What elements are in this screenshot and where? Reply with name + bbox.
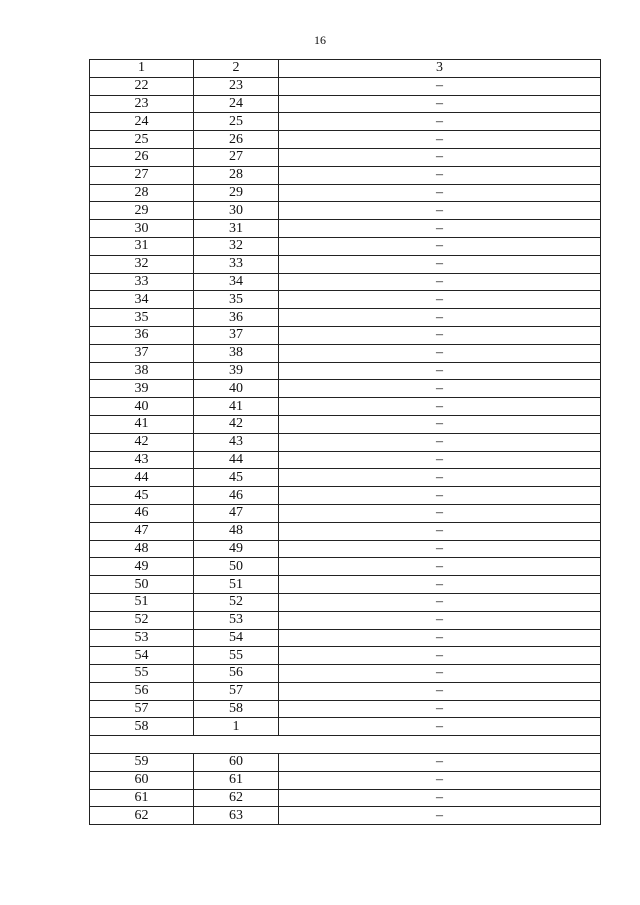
table-cell-col-1: 42 bbox=[90, 433, 194, 451]
table-cell-col-1: 37 bbox=[90, 344, 194, 362]
table-cell-col-2: 23 bbox=[194, 77, 279, 95]
table-cell-col-1: 28 bbox=[90, 184, 194, 202]
table-cell-col-1: 49 bbox=[90, 558, 194, 576]
table-cell-col-2: 38 bbox=[194, 344, 279, 362]
table-cell-col-2: 35 bbox=[194, 291, 279, 309]
table-cell-col-2: 57 bbox=[194, 682, 279, 700]
table-cell-col-3: – bbox=[279, 148, 601, 166]
table-cell-col-3: – bbox=[279, 362, 601, 380]
table-cell-col-1: 34 bbox=[90, 291, 194, 309]
table-row bbox=[90, 344, 601, 362]
table-cell-col-1: 41 bbox=[90, 415, 194, 433]
table-cell-col-1: 32 bbox=[90, 255, 194, 273]
table-cell-col-1: 61 bbox=[90, 789, 194, 807]
table-row bbox=[90, 789, 601, 807]
table-cell-col-3: – bbox=[279, 718, 601, 736]
table-cell-col-3: – bbox=[279, 558, 601, 576]
table-cell-col-3: – bbox=[279, 291, 601, 309]
table-cell-col-2: 37 bbox=[194, 326, 279, 344]
table-cell-col-2: 48 bbox=[194, 522, 279, 540]
table-cell-col-1: 47 bbox=[90, 522, 194, 540]
table-cell-col-1: 60 bbox=[90, 771, 194, 789]
table-cell-col-2: 63 bbox=[194, 807, 279, 825]
table-cell-col-2: 30 bbox=[194, 202, 279, 220]
table-cell-col-3: – bbox=[279, 647, 601, 665]
table-cell-col-2: 28 bbox=[194, 166, 279, 184]
table-cell-col-2: 39 bbox=[194, 362, 279, 380]
table-row bbox=[90, 433, 601, 451]
table-cell-col-3: – bbox=[279, 754, 601, 772]
table-cell-col-2: 47 bbox=[194, 504, 279, 522]
table-cell-col-3: – bbox=[279, 184, 601, 202]
table-row bbox=[90, 398, 601, 416]
table-row bbox=[90, 469, 601, 487]
table-cell-col-3: – bbox=[279, 95, 601, 113]
table-cell-col-3: – bbox=[279, 131, 601, 149]
table-cell-col-1: 30 bbox=[90, 220, 194, 238]
table-row bbox=[90, 611, 601, 629]
table-cell-col-2: 41 bbox=[194, 398, 279, 416]
table-cell-col-2: 44 bbox=[194, 451, 279, 469]
table-row bbox=[90, 326, 601, 344]
table-cell-col-2: 24 bbox=[194, 95, 279, 113]
table-row bbox=[90, 718, 601, 736]
table-cell-col-1: 51 bbox=[90, 593, 194, 611]
table-cell-col-1: 24 bbox=[90, 113, 194, 131]
table-cell-col-3: – bbox=[279, 540, 601, 558]
table-cell-col-1: 35 bbox=[90, 309, 194, 327]
table-cell-col-3: – bbox=[279, 807, 601, 825]
table-row bbox=[90, 576, 601, 594]
table-cell-col-2: 27 bbox=[194, 148, 279, 166]
table-cell-col-2: 43 bbox=[194, 433, 279, 451]
table-cell-col-2: 51 bbox=[194, 576, 279, 594]
table-cell-col-2: 55 bbox=[194, 647, 279, 665]
table-cell-col-2: 31 bbox=[194, 220, 279, 238]
table-cell-col-1: 33 bbox=[90, 273, 194, 291]
table-row bbox=[90, 95, 601, 113]
table-separator-cell bbox=[90, 736, 601, 754]
table-cell-col-3: – bbox=[279, 771, 601, 789]
table-row bbox=[90, 771, 601, 789]
table-row bbox=[90, 807, 601, 825]
table-cell-col-1: 29 bbox=[90, 202, 194, 220]
table-cell-col-2: 45 bbox=[194, 469, 279, 487]
table-cell-col-2: 52 bbox=[194, 593, 279, 611]
table-cell-col-1: 36 bbox=[90, 326, 194, 344]
table-row bbox=[90, 309, 601, 327]
table-cell-col-2: 58 bbox=[194, 700, 279, 718]
table-cell-col-1: 26 bbox=[90, 148, 194, 166]
table-cell-col-2: 26 bbox=[194, 131, 279, 149]
table-cell-col-3: – bbox=[279, 380, 601, 398]
table-cell-col-1: 54 bbox=[90, 647, 194, 665]
table-row bbox=[90, 202, 601, 220]
table-cell-col-3: – bbox=[279, 487, 601, 505]
table-cell-col-2: 40 bbox=[194, 380, 279, 398]
table-cell-col-2: 61 bbox=[194, 771, 279, 789]
table-cell-col-3: – bbox=[279, 273, 601, 291]
table-cell-col-1: 56 bbox=[90, 682, 194, 700]
table-cell-col-3: – bbox=[279, 415, 601, 433]
table-separator-row bbox=[90, 736, 601, 754]
table-header-row bbox=[90, 60, 601, 78]
table-cell-col-2: 54 bbox=[194, 629, 279, 647]
table-row bbox=[90, 522, 601, 540]
table-cell-col-2: 32 bbox=[194, 237, 279, 255]
table-cell-col-3: – bbox=[279, 522, 601, 540]
table-cell-col-1: 31 bbox=[90, 237, 194, 255]
table-cell-col-3: – bbox=[279, 309, 601, 327]
table-row bbox=[90, 166, 601, 184]
column-header-3: 3 bbox=[279, 60, 601, 78]
table-row bbox=[90, 237, 601, 255]
table-cell-col-2: 56 bbox=[194, 665, 279, 683]
table-cell-col-1: 53 bbox=[90, 629, 194, 647]
table-row bbox=[90, 220, 601, 238]
table-cell-col-3: – bbox=[279, 576, 601, 594]
table-row bbox=[90, 113, 601, 131]
table-cell-col-3: – bbox=[279, 326, 601, 344]
table-cell-col-3: – bbox=[279, 700, 601, 718]
table-row bbox=[90, 665, 601, 683]
table-cell-col-3: – bbox=[279, 682, 601, 700]
table-cell-col-3: – bbox=[279, 593, 601, 611]
table-cell-col-1: 62 bbox=[90, 807, 194, 825]
table-cell-col-3: – bbox=[279, 255, 601, 273]
table-cell-col-1: 59 bbox=[90, 754, 194, 772]
table-cell-col-2: 53 bbox=[194, 611, 279, 629]
table-cell-col-3: – bbox=[279, 789, 601, 807]
table-cell-col-2: 33 bbox=[194, 255, 279, 273]
table-row bbox=[90, 77, 601, 95]
table-cell-col-1: 40 bbox=[90, 398, 194, 416]
column-header-1: 1 bbox=[90, 60, 194, 78]
table-cell-col-1: 22 bbox=[90, 77, 194, 95]
table-cell-col-2: 62 bbox=[194, 789, 279, 807]
table-row bbox=[90, 451, 601, 469]
table-row bbox=[90, 682, 601, 700]
table-cell-col-1: 23 bbox=[90, 95, 194, 113]
table-row bbox=[90, 647, 601, 665]
table-cell-col-3: – bbox=[279, 469, 601, 487]
table-cell-col-1: 55 bbox=[90, 665, 194, 683]
table-cell-col-2: 49 bbox=[194, 540, 279, 558]
table-cell-col-1: 39 bbox=[90, 380, 194, 398]
table-cell-col-2: 25 bbox=[194, 113, 279, 131]
table-row bbox=[90, 131, 601, 149]
table-cell-col-3: – bbox=[279, 344, 601, 362]
table-cell-col-2: 29 bbox=[194, 184, 279, 202]
table-row bbox=[90, 629, 601, 647]
table-cell-col-2: 46 bbox=[194, 487, 279, 505]
table-cell-col-2: 60 bbox=[194, 754, 279, 772]
table-cell-col-3: – bbox=[279, 113, 601, 131]
table-cell-col-2: 1 bbox=[194, 718, 279, 736]
table-cell-col-3: – bbox=[279, 202, 601, 220]
table-cell-col-2: 50 bbox=[194, 558, 279, 576]
table-cell-col-3: – bbox=[279, 611, 601, 629]
table-cell-col-1: 52 bbox=[90, 611, 194, 629]
table-cell-col-3: – bbox=[279, 237, 601, 255]
table-cell-col-1: 57 bbox=[90, 700, 194, 718]
table-cell-col-3: – bbox=[279, 166, 601, 184]
data-table bbox=[89, 59, 601, 825]
table-cell-col-3: – bbox=[279, 220, 601, 238]
table-row bbox=[90, 415, 601, 433]
table-body bbox=[90, 60, 601, 825]
table-row bbox=[90, 540, 601, 558]
table-row bbox=[90, 504, 601, 522]
table-cell-col-1: 44 bbox=[90, 469, 194, 487]
table-row bbox=[90, 593, 601, 611]
table-row bbox=[90, 273, 601, 291]
table-cell-col-3: – bbox=[279, 629, 601, 647]
table-cell-col-1: 58 bbox=[90, 718, 194, 736]
table-row bbox=[90, 754, 601, 772]
table-cell-col-3: – bbox=[279, 665, 601, 683]
table-cell-col-2: 42 bbox=[194, 415, 279, 433]
table-cell-col-1: 27 bbox=[90, 166, 194, 184]
table-row bbox=[90, 184, 601, 202]
table-cell-col-1: 46 bbox=[90, 504, 194, 522]
table-row bbox=[90, 487, 601, 505]
table-cell-col-1: 38 bbox=[90, 362, 194, 380]
table-row bbox=[90, 380, 601, 398]
table-cell-col-3: – bbox=[279, 451, 601, 469]
table-cell-col-3: – bbox=[279, 433, 601, 451]
table-cell-col-1: 43 bbox=[90, 451, 194, 469]
table-row bbox=[90, 148, 601, 166]
table-row bbox=[90, 362, 601, 380]
table-cell-col-3: – bbox=[279, 77, 601, 95]
column-header-2: 2 bbox=[194, 60, 279, 78]
table-cell-col-1: 48 bbox=[90, 540, 194, 558]
table-cell-col-3: – bbox=[279, 504, 601, 522]
table-cell-col-3: – bbox=[279, 398, 601, 416]
table-row bbox=[90, 291, 601, 309]
table-cell-col-1: 45 bbox=[90, 487, 194, 505]
table-cell-col-2: 34 bbox=[194, 273, 279, 291]
table-row bbox=[90, 255, 601, 273]
page-number: 16 bbox=[314, 33, 326, 47]
table-cell-col-1: 50 bbox=[90, 576, 194, 594]
table-cell-col-2: 36 bbox=[194, 309, 279, 327]
table-row bbox=[90, 558, 601, 576]
table-cell-col-1: 25 bbox=[90, 131, 194, 149]
table-row bbox=[90, 700, 601, 718]
